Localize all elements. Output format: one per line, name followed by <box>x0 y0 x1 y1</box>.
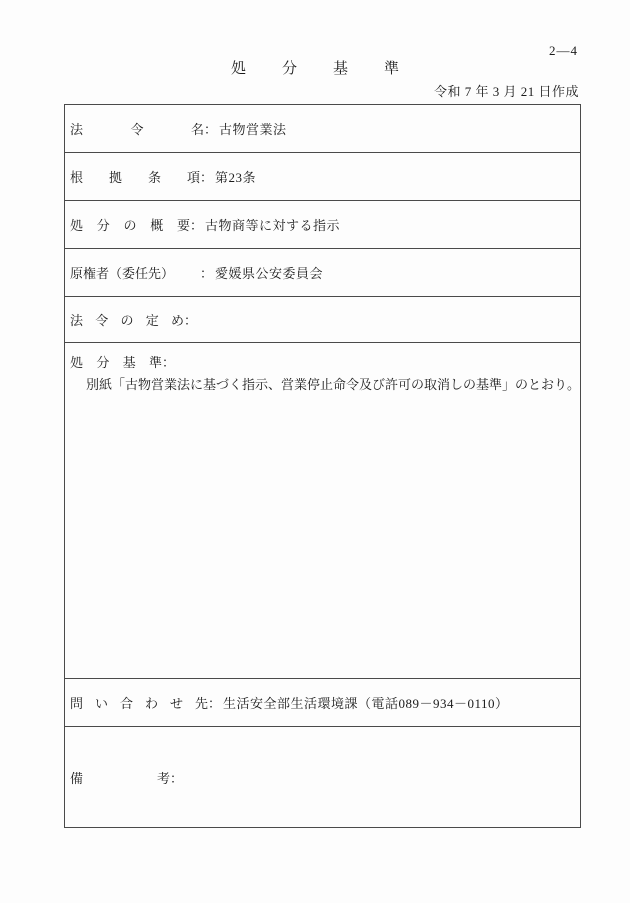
field-label: 処分基準 <box>70 355 162 370</box>
table-row-law-name <box>65 105 580 153</box>
table-row-original-authority <box>65 249 580 297</box>
colon-separator: ： <box>200 266 214 281</box>
colon-separator: ： <box>184 313 198 328</box>
field-label: 法令名 <box>70 122 204 137</box>
table-row-remarks <box>65 727 580 827</box>
field-label: 原権者（委任先） <box>70 266 175 281</box>
page-number: 2—4 <box>549 43 578 58</box>
colon-separator: ： <box>208 696 222 711</box>
criteria-body-text: 別紙「古物営業法に基づく指示、営業停止命令及び許可の取消しの基準」のとおり。 <box>86 377 581 392</box>
table-row-basis-article <box>65 153 580 201</box>
colon-separator: ： <box>162 355 176 370</box>
colon-separator: ： <box>190 218 204 233</box>
document-title: 処分基準 <box>230 61 435 77</box>
field-value: 古物商等に対する指示 <box>205 218 341 233</box>
colon-separator: ： <box>170 770 184 786</box>
field-value: 愛媛県公安委員会 <box>215 266 324 281</box>
colon-separator: ： <box>204 122 218 137</box>
field-label: 根拠条項 <box>70 170 200 185</box>
table-row-legal-provision <box>65 297 580 343</box>
field-label: 備考 <box>70 770 170 786</box>
creation-date: 令和 7 年 3 月 21 日作成 <box>433 84 579 99</box>
disposition-table <box>64 104 581 828</box>
table-row-contact <box>65 679 580 727</box>
field-value: 第23条 <box>215 170 257 185</box>
field-value: 生活安全部生活環境課（電話089－934－0110） <box>223 696 509 711</box>
field-label: 処分の概要 <box>70 218 190 233</box>
table-row-disposition-criteria <box>65 343 580 679</box>
colon-separator: ： <box>200 170 214 185</box>
field-value: 古物営業法 <box>219 122 287 137</box>
field-label: 問い合わせ先 <box>70 696 208 711</box>
field-label: 法令の定め <box>70 313 184 328</box>
table-row-disposition-summary <box>65 201 580 249</box>
